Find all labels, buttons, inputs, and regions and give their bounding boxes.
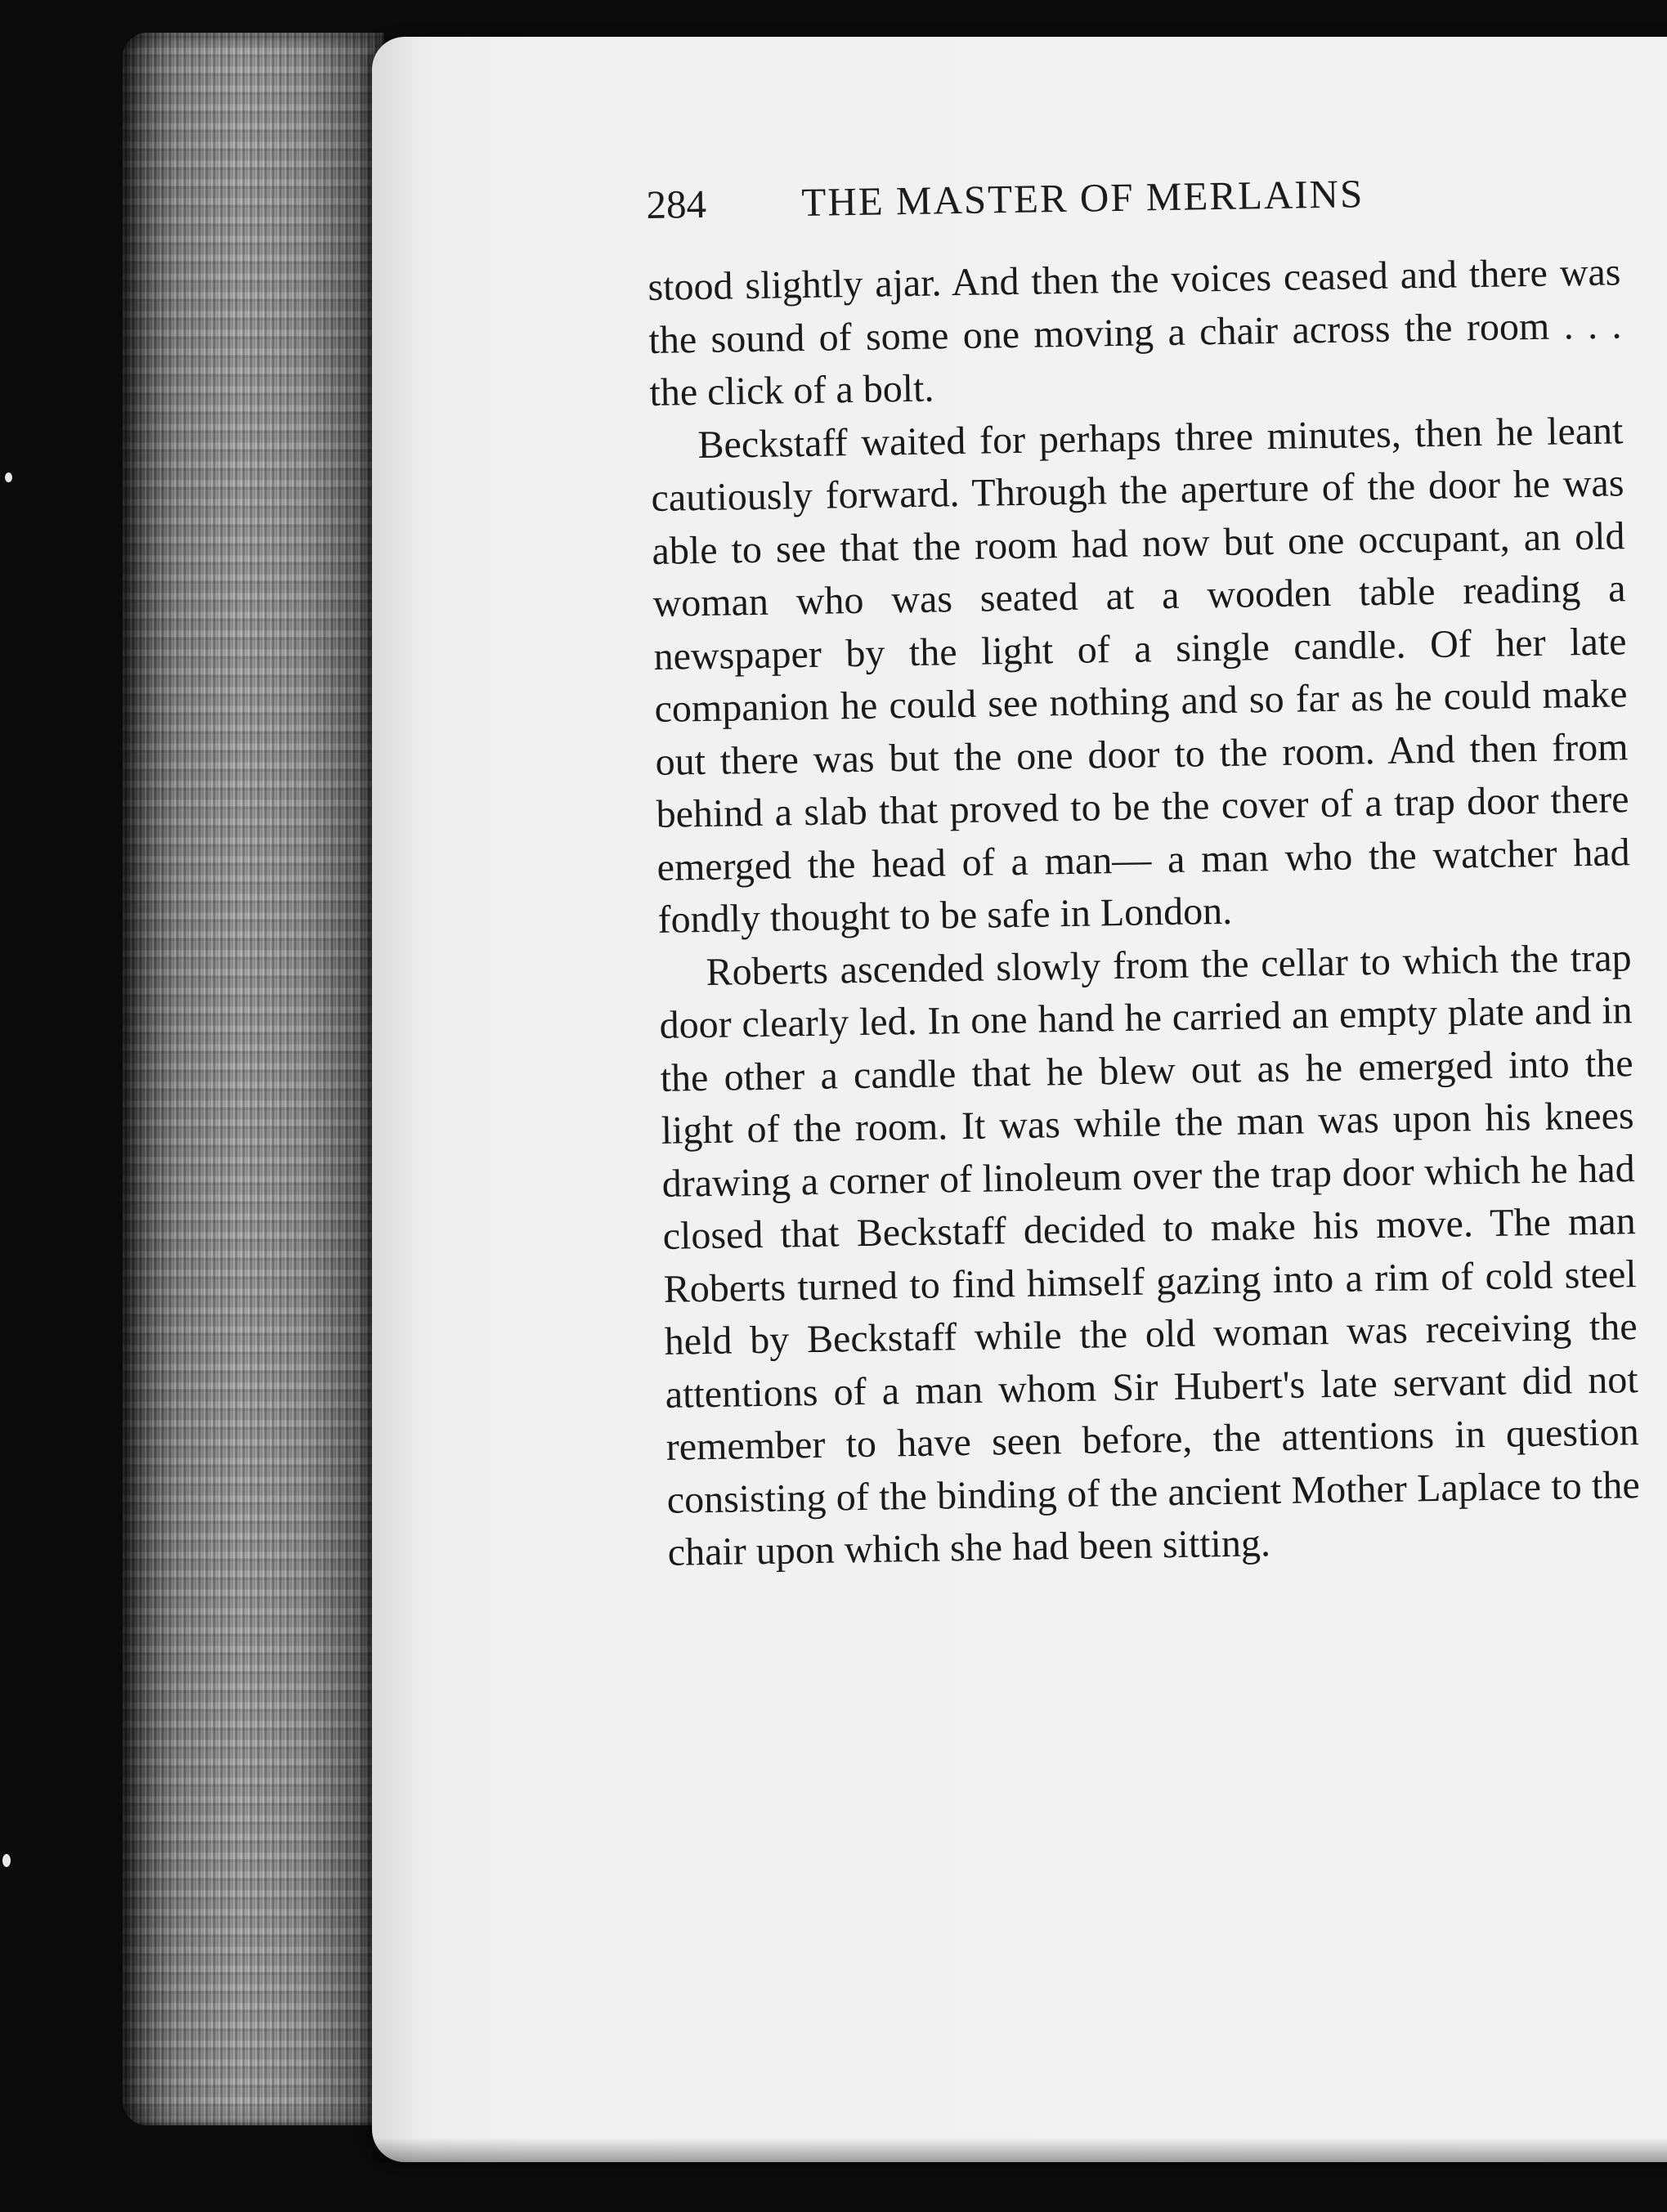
paragraph: stood slightly ajar. And then the voices ceased and there was the sound of some one moving a chair across the room . . . the click of a bolt. [648,250,1622,414]
page-number: 284 [646,181,707,227]
scan-speck [5,472,12,482]
book-page-edges [123,33,384,2125]
paragraph: Beckstaff waited for perhaps three minutes, then he leant cautiously forward. Through the aperture of the door he was able to see that the room had now but one occupant, an old woman who was seated at a wooden table reading a newspaper by the light of a single candle. Of her late companion he could see nothing and so far as he could make out there was but the one door to the room. And then from behind a slab that proved to be the cover of a trap door there emerged the head of a man— a man who the watcher had fondly thought to be safe in London. [651,408,1630,942]
running-title: THE MASTER OF MERLAINS [800,171,1365,226]
body-text [648,246,1641,1579]
paragraph: Roberts ascended slowly from the cellar to which the trap door clearly led. In one hand he carried an empty plate and in the other a candle that he blew out as he emerged into the light of the room. It was while the man was upon his knees drawing a corner of linoleum over the trap door which he had closed that Beckstaff decided to make his move. The man Roberts turned to find himself gazing into a rim of cold steel held by Beckstaff while the old woman was receiving the attentions of a man whom Sir Hubert's late servant did not remember to have seen before, the attentions in question consisting of the binding of the ancient Mother Laplace to the chair upon which she had been sitting. [659,935,1641,1574]
scan-speck [2,1854,11,1867]
